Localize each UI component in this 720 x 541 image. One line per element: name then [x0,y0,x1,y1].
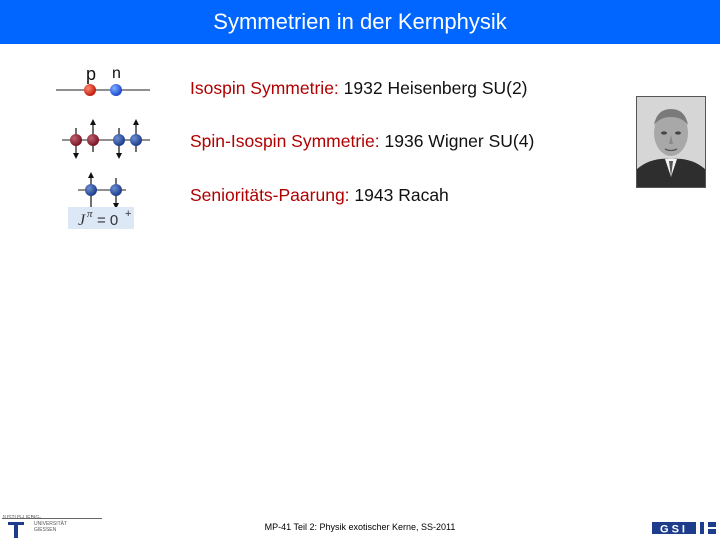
jpi-j: J [78,212,86,229]
portrait-photo [636,96,706,188]
gsi-logo-text: GSI [660,523,688,536]
isospin-diagram [56,64,150,96]
neutron-spin-up-ball [130,134,142,146]
paired-nucleon-up-ball [85,184,97,196]
nucleon-diagrams [0,0,200,240]
spin-isospin-line [190,131,534,152]
university-name-line3: GIESSEN [34,527,57,533]
isospin-line [190,78,528,99]
proton-label: p [86,64,97,84]
proton-spin-up-ball [87,134,99,146]
neutron-ball [110,84,122,96]
neutron-label: n [112,65,121,82]
paired-nucleon-down-ball [110,184,122,196]
isospin-label: Isospin Symmetrie: [190,78,339,98]
portrait-icon [637,97,705,187]
jpi-pi: π [87,208,93,220]
gsi-logo [652,520,718,536]
proton-ball [84,84,96,96]
footer-text: MP-41 Teil 2: Physik exotischer Kerne, SS-2011 [264,522,456,532]
spin-isospin-diagram [62,119,150,159]
isospin-detail: 1932 Heisenberg SU(2) [338,78,528,98]
seniority-line [190,185,449,206]
university-name-line2: UNIVERSITÄT [34,521,68,527]
neutron-spin-down-ball [113,134,125,146]
spin-isospin-label: Spin-Isospin Symmetrie: [190,131,380,151]
seniority-diagram [68,172,134,229]
seniority-label: Senioritäts-Paarung: [190,185,350,205]
jpi-parity: + [125,208,132,220]
spin-isospin-detail: 1936 Wigner SU(4) [379,131,535,151]
page-title: Symmetrien in der Kernphysik [213,9,507,34]
seniority-detail: 1943 Racah [349,185,449,205]
proton-spin-down-ball [70,134,82,146]
jpi-value: = 0 [97,212,119,229]
